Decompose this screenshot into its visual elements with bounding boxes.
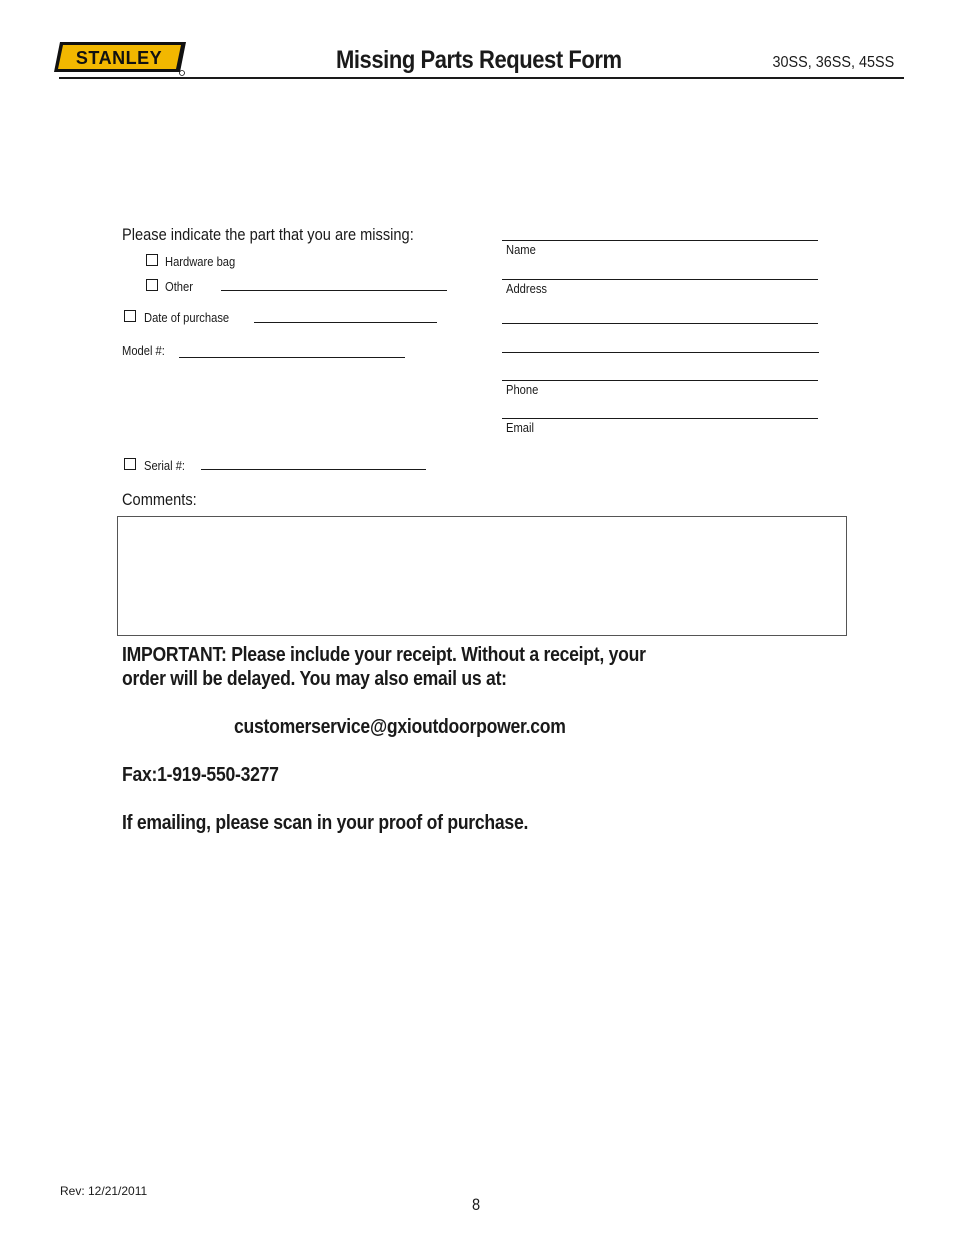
header-rule (59, 77, 904, 79)
address-line-3[interactable] (502, 352, 819, 353)
hardware-bag-checkbox[interactable] (146, 254, 158, 266)
address-label: Address (506, 281, 548, 296)
email-label: Email (506, 420, 534, 435)
address-field[interactable] (502, 279, 818, 280)
phone-field[interactable] (502, 380, 818, 381)
model-label: Model #: (122, 343, 165, 358)
address-line-2[interactable] (502, 323, 818, 324)
page-title: Missing Parts Request Form (336, 46, 622, 74)
serial-field[interactable] (201, 469, 426, 470)
fax-number: Fax:1-919-550-3277 (122, 764, 279, 786)
customer-service-email[interactable]: customerservice@gxioutdoorpower.com (234, 716, 566, 738)
other-label: Other (165, 279, 193, 294)
parts-prompt: Please indicate the part that you are missing: (122, 225, 414, 244)
other-checkbox[interactable] (146, 279, 158, 291)
stanley-logo-text: STANLEY (75, 48, 163, 68)
notice-line-1: IMPORTANT: Please include your receipt. Without a receipt, your (122, 644, 646, 666)
comments-box[interactable] (117, 516, 847, 636)
date-of-purchase-checkbox[interactable] (124, 310, 136, 322)
serial-checkbox[interactable] (124, 458, 136, 470)
comments-label: Comments: (122, 490, 197, 509)
date-of-purchase-label: Date of purchase (144, 310, 230, 325)
name-field[interactable] (502, 240, 818, 241)
model-field[interactable] (179, 357, 405, 358)
model-numbers: 30SS, 36SS, 45SS (772, 54, 894, 71)
name-label: Name (506, 242, 536, 257)
email-field[interactable] (502, 418, 818, 419)
other-field[interactable] (221, 290, 447, 291)
hardware-bag-label: Hardware bag (165, 254, 236, 269)
page-number: 8 (472, 1195, 481, 1214)
notice-line-2: order will be delayed. You may also email us at: (122, 668, 507, 690)
date-of-purchase-field[interactable] (254, 322, 437, 323)
stanley-logo (54, 42, 186, 76)
revision-date: Rev: 12/21/2011 (60, 1184, 148, 1198)
phone-label: Phone (506, 382, 539, 397)
scan-instruction: If emailing, please scan in your proof of purchase. (122, 812, 529, 834)
serial-label: Serial #: (144, 458, 186, 473)
